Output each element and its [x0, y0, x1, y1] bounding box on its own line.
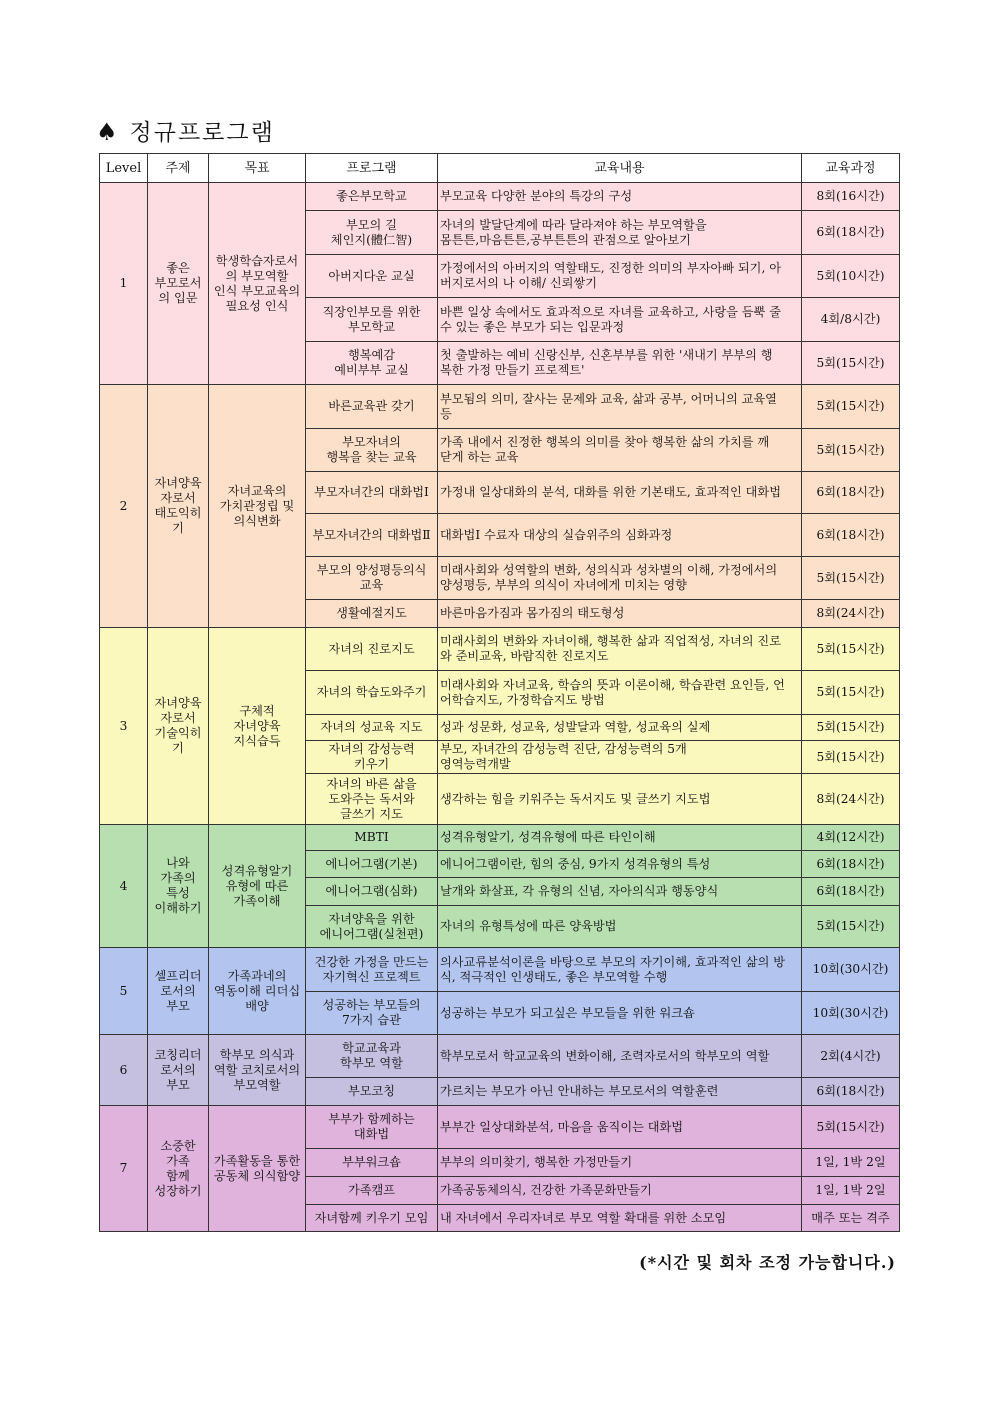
level-cell: 3 — [100, 628, 148, 825]
program-cell: 부부워크숍 — [306, 1149, 438, 1177]
program-cell: 자녀함께 키우기 모임 — [306, 1205, 438, 1232]
goal-cell: 학부모 의식과 역할 코치로서의 부모역할 — [209, 1035, 306, 1106]
table-row — [100, 628, 900, 671]
course-cell: 8회(16시간) — [802, 183, 900, 211]
program-cell: 바른교육관 갖기 — [306, 385, 438, 429]
program-cell: 좋은부모학교 — [306, 183, 438, 211]
program-cell: 자녀의 성교육 지도 — [306, 715, 438, 741]
topic-cell: 소중한 가족 함께 성장하기 — [148, 1106, 209, 1232]
course-cell: 10회(30시간) — [802, 948, 900, 992]
course-cell: 5회(15시간) — [802, 671, 900, 715]
table-row — [100, 825, 900, 851]
program-cell: 에니어그램(기본) — [306, 851, 438, 878]
course-cell: 6회(18시간) — [802, 472, 900, 514]
program-cell: 에니어그램(심화) — [306, 878, 438, 906]
content-cell: 미래사회의 변화와 자녀이해, 행복한 삶과 직업적성, 자녀의 진로 와 준비교육, 바람직한 진로지도 — [438, 628, 802, 671]
table-row — [100, 1106, 900, 1149]
program-cell: 가족캠프 — [306, 1177, 438, 1205]
course-cell: 5회(15시간) — [802, 628, 900, 671]
content-cell: 대화법Ⅰ 수료자 대상의 실습위주의 심화과정 — [438, 514, 802, 557]
program-cell: 부모자녀의 행복을 찾는 교육 — [306, 429, 438, 472]
content-cell: 성공하는 부모가 되고싶은 부모들을 위한 워크숍 — [438, 992, 802, 1035]
goal-cell: 가족활동을 통한 공동체 의식함양 — [209, 1106, 306, 1232]
program-cell: 부부가 함께하는 대화법 — [306, 1106, 438, 1149]
program-cell: 자녀양육을 위한 에니어그램(실천편) — [306, 906, 438, 948]
program-table — [99, 153, 900, 1232]
table-row — [100, 385, 900, 429]
program-cell: 아버지다운 교실 — [306, 255, 438, 298]
level-cell: 1 — [100, 183, 148, 385]
program-cell: 자녀의 학습도와주기 — [306, 671, 438, 715]
course-cell: 8회(24시간) — [802, 774, 900, 825]
header-program: 프로그램 — [306, 154, 438, 183]
program-cell: 자녀의 바른 삶을 도와주는 독서와 글쓰기 지도 — [306, 774, 438, 825]
content-cell: 의사교류분석이론을 바탕으로 부모의 자기이해, 효과적인 삶의 방 식, 적극적인 인생태도, 좋은 부모역할 수행 — [438, 948, 802, 992]
content-cell: 가정내 일상대화의 분석, 대화를 위한 기본태도, 효과적인 대화법 — [438, 472, 802, 514]
content-cell: 가족 내에서 진정한 행복의 의미를 찾아 행복한 삶의 가치를 깨 닫게 하는 교육 — [438, 429, 802, 472]
table-body — [100, 183, 900, 1232]
content-cell: 가족공동체의식, 건강한 가족문화만들기 — [438, 1177, 802, 1205]
content-cell: 미래사회와 자녀교육, 학습의 뜻과 이론이해, 학습관련 요인들, 언 어학습지도, 가정학습지도 방법 — [438, 671, 802, 715]
content-cell: 부부간 일상대화분석, 마음을 움직이는 대화법 — [438, 1106, 802, 1149]
header-topic: 주제 — [148, 154, 209, 183]
program-cell: 행복예감 예비부부 교실 — [306, 342, 438, 385]
program-cell: 부모의 길 체인지(體仁智) — [306, 211, 438, 255]
course-cell: 6회(18시간) — [802, 514, 900, 557]
level-cell: 2 — [100, 385, 148, 628]
content-cell: 성과 성문화, 성교육, 성발달과 역할, 성교육의 실제 — [438, 715, 802, 741]
goal-cell: 학생학습자로서 의 부모역할 인식 부모교육의 필요성 인식 — [209, 183, 306, 385]
course-cell: 6회(18시간) — [802, 1078, 900, 1106]
topic-cell: 자녀양육 자로서 태도익히 기 — [148, 385, 209, 628]
topic-cell: 좋은 부모로서 의 입문 — [148, 183, 209, 385]
program-cell: 자녀의 진로지도 — [306, 628, 438, 671]
content-cell: 자녀의 유형특성에 따른 양육방법 — [438, 906, 802, 948]
program-cell: 학교교육과 학부모 역할 — [306, 1035, 438, 1078]
goal-cell: 구체적 자녀양육 지식습득 — [209, 628, 306, 825]
course-cell: 5회(15시간) — [802, 715, 900, 741]
content-cell: 바른마음가짐과 몸가짐의 태도형성 — [438, 600, 802, 628]
course-cell: 2회(4시간) — [802, 1035, 900, 1078]
content-cell: 성격유형알기, 성격유형에 따른 타인이해 — [438, 825, 802, 851]
content-cell: 에니어그램이란, 힘의 중심, 9가지 성격유형의 특성 — [438, 851, 802, 878]
program-cell: 생활예절지도 — [306, 600, 438, 628]
program-cell: 부모자녀간의 대화법Ⅰ — [306, 472, 438, 514]
program-cell: 부모코칭 — [306, 1078, 438, 1106]
content-cell: 내 자녀에서 우리자녀로 부모 역할 확대를 위한 소모임 — [438, 1205, 802, 1232]
table-row — [100, 948, 900, 992]
table-row — [100, 1035, 900, 1078]
header-course: 교육과정 — [802, 154, 900, 183]
header-content: 교육내용 — [438, 154, 802, 183]
content-cell: 가르치는 부모가 아닌 안내하는 부모로서의 역할훈련 — [438, 1078, 802, 1106]
level-cell: 5 — [100, 948, 148, 1035]
course-cell: 5회(15시간) — [802, 906, 900, 948]
course-cell: 5회(15시간) — [802, 342, 900, 385]
course-cell: 5회(15시간) — [802, 557, 900, 600]
goal-cell: 가족과네의 역동이해 리더십 배양 — [209, 948, 306, 1035]
content-cell: 미래사회와 성역할의 변화, 성의식과 성차별의 이해, 가정에서의 양성평등, 부부의 의식이 자녀에게 미치는 영향 — [438, 557, 802, 600]
program-cell: MBTI — [306, 825, 438, 851]
course-cell: 5회(15시간) — [802, 429, 900, 472]
content-cell: 학부모로서 학교교육의 변화이해, 조력자로서의 학부모의 역할 — [438, 1035, 802, 1078]
table-row — [100, 183, 900, 211]
program-cell: 부모의 양성평등의식 교육 — [306, 557, 438, 600]
header-level: Level — [100, 154, 148, 183]
course-cell: 8회(24시간) — [802, 600, 900, 628]
course-cell: 5회(15시간) — [802, 1106, 900, 1149]
content-cell: 날개와 화살표, 각 유형의 신념, 자아의식과 행동양식 — [438, 878, 802, 906]
content-cell: 부모, 자녀간의 감성능력 진단, 감성능력의 5개 영역능력개발 — [438, 741, 802, 774]
content-cell: 첫 출발하는 예비 신랑신부, 신혼부부를 위한 '새내기 부부의 행 복한 가정 만들기 프로젝트' — [438, 342, 802, 385]
goal-cell: 자녀교육의 가치관정립 및 의식변화 — [209, 385, 306, 628]
topic-cell: 코칭리더 로서의 부모 — [148, 1035, 209, 1106]
content-cell: 가정에서의 아버지의 역할태도, 진정한 의미의 부자아빠 되기, 아 버지로서의 나 이해/ 신뢰쌓기 — [438, 255, 802, 298]
program-cell: 부모자녀간의 대화법Ⅱ — [306, 514, 438, 557]
course-cell: 4회/8시간) — [802, 298, 900, 342]
spade-icon: ♠ — [96, 118, 120, 146]
level-cell: 4 — [100, 825, 148, 948]
level-cell: 6 — [100, 1035, 148, 1106]
course-cell: 5회(10시간) — [802, 255, 900, 298]
topic-cell: 나와 가족의 특성 이해하기 — [148, 825, 209, 948]
program-cell: 건강한 가정을 만드는 자기혁신 프로젝트 — [306, 948, 438, 992]
footer-note: (*시간 및 회차 조정 가능합니다.) — [639, 1253, 896, 1272]
course-cell: 1일, 1박 2일 — [802, 1149, 900, 1177]
topic-cell: 자녀양육 자로서 기술익히 기 — [148, 628, 209, 825]
content-cell: 부부의 의미찾기, 행복한 가정만들기 — [438, 1149, 802, 1177]
course-cell: 10회(30시간) — [802, 992, 900, 1035]
section-title-text: 정규프로그램 — [129, 120, 275, 146]
course-cell: 4회(12시간) — [802, 825, 900, 851]
content-cell: 부모교육 다양한 분야의 특강의 구성 — [438, 183, 802, 211]
course-cell: 6회(18시간) — [802, 851, 900, 878]
header-goal: 목표 — [209, 154, 306, 183]
course-cell: 6회(18시간) — [802, 878, 900, 906]
level-cell: 7 — [100, 1106, 148, 1232]
program-cell: 자녀의 감성능력 키우기 — [306, 741, 438, 774]
content-cell: 자녀의 발달단계에 따라 달라져야 하는 부모역할을 몸튼튼,마음튼튼,공부튼튼의 관점으로 알아보기 — [438, 211, 802, 255]
course-cell: 6회(18시간) — [802, 211, 900, 255]
course-cell: 매주 또는 격주 — [802, 1205, 900, 1232]
course-cell: 1일, 1박 2일 — [802, 1177, 900, 1205]
topic-cell: 셀프리더 로서의 부모 — [148, 948, 209, 1035]
course-cell: 5회(15시간) — [802, 385, 900, 429]
section-title — [96, 114, 275, 147]
goal-cell: 성격유형알기 유형에 따른 가족이해 — [209, 825, 306, 948]
program-cell: 직장인부모를 위한 부모학교 — [306, 298, 438, 342]
table-header-row — [100, 154, 900, 183]
content-cell: 바쁜 일상 속에서도 효과적으로 자녀를 교육하고, 사랑을 듬뿍 줄 수 있는 좋은 부모가 되는 입문과정 — [438, 298, 802, 342]
program-cell: 성공하는 부모들의 7가지 습관 — [306, 992, 438, 1035]
content-cell: 생각하는 힘을 키워주는 독서지도 및 글쓰기 지도법 — [438, 774, 802, 825]
content-cell: 부모됨의 의미, 잘사는 문제와 교육, 삶과 공부, 어머니의 교육열 등 — [438, 385, 802, 429]
course-cell: 5회(15시간) — [802, 741, 900, 774]
